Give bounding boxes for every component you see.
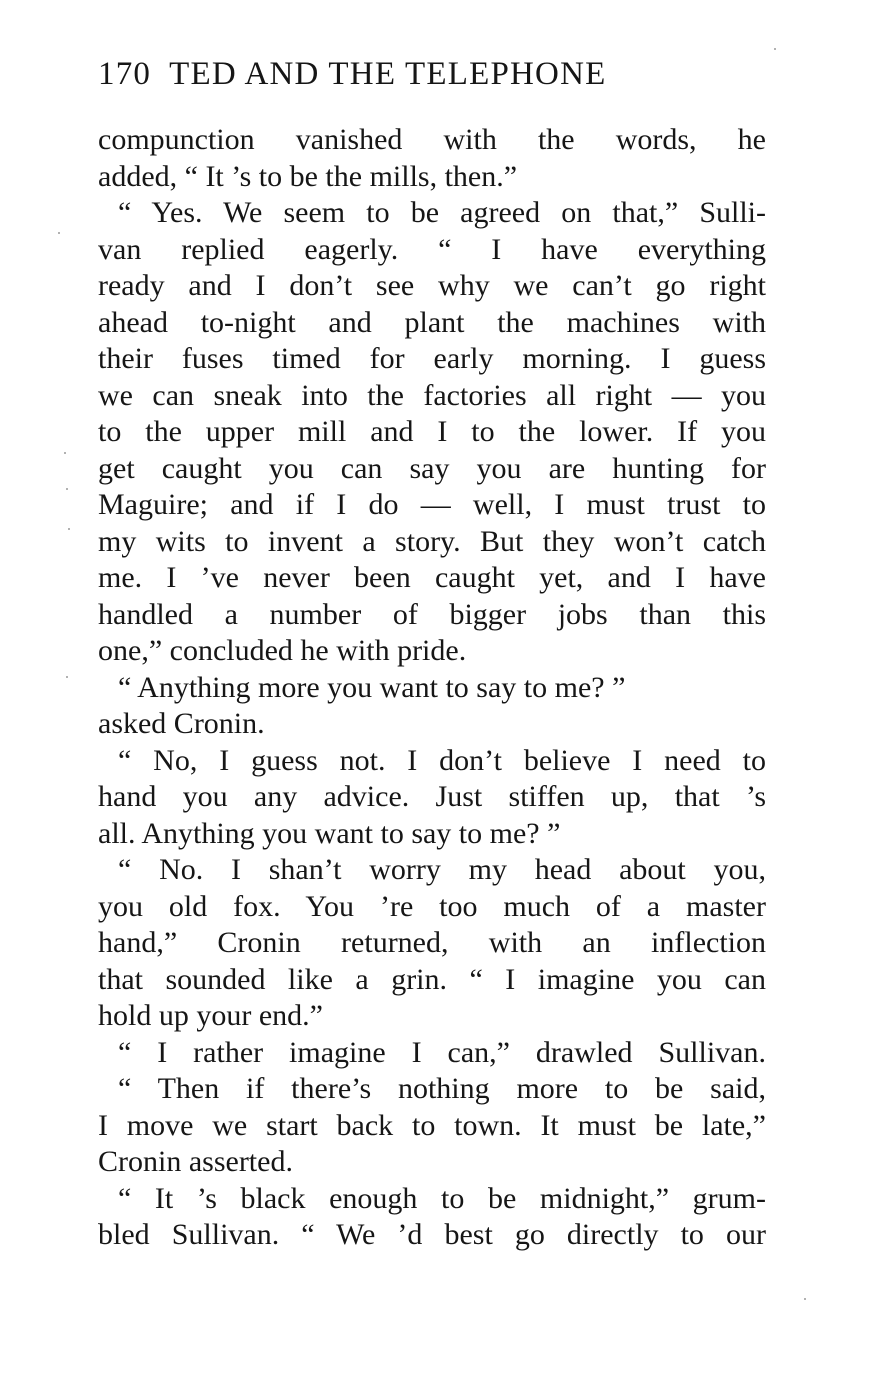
text-line: my wits to invent a story. But they won’t catch [98, 524, 766, 558]
text-line: “ Anything more you want to say to me? ” [118, 670, 626, 704]
text-line: hold up your end.” [98, 999, 323, 1032]
text-line: to the upper mill and I to the lower. If you [98, 415, 766, 448]
scan-speck [58, 232, 60, 234]
running-header [98, 56, 778, 102]
text-line: “ Then if there’s nothing more to be said, [118, 1072, 766, 1105]
page-number: 170 [98, 56, 152, 92]
scan-speck [804, 1298, 806, 1300]
text-line: van replied eagerly. “ I have everything [98, 232, 766, 266]
text-line: one,” concluded he with pride. [98, 634, 467, 667]
text-line: hand you any advice. Just stiffen up, that ’s [98, 780, 766, 813]
scan-speck [64, 452, 66, 454]
text-line: me. I ’ve never been caught yet, and I have [98, 561, 766, 594]
text-line: compunction vanished with the words, he [98, 123, 766, 156]
text-line: that sounded like a grin. “ I imagine you can [98, 962, 766, 996]
text-line: asked Cronin. [98, 707, 265, 740]
text-line: ready and I don’t see why we can’t go right [98, 269, 766, 302]
text-line: their fuses timed for early morning. I guess [98, 342, 766, 375]
text-line: all. Anything you want to say to me? ” [98, 816, 561, 850]
text-line: “ Yes. We seem to be agreed on that,” Sulli- [118, 196, 766, 229]
text-line: added, “ It ’s to be the mills, then.” [98, 159, 518, 193]
text-line: ahead to-night and plant the machines with [98, 305, 766, 339]
text-line: we can sneak into the factories all right — you [98, 378, 766, 412]
running-title: TED AND THE TELEPHONE [169, 56, 607, 92]
text-line: Maguire; and if I do — well, I must trust to [98, 488, 766, 521]
scan-speck [66, 488, 68, 490]
text-line: bled Sullivan. “ We ’d best go directly to our [98, 1218, 766, 1251]
text-line: hand,” Cronin returned, with an inflection [98, 926, 766, 959]
text-line: “ I rather imagine I can,” drawled Sullivan. [118, 1035, 766, 1069]
text-line: you old fox. You ’re too much of a master [98, 889, 766, 923]
scan-speck [68, 528, 70, 530]
text-line: “ No, I guess not. I don’t believe I need to [118, 743, 766, 777]
text-line: get caught you can say you are hunting for [98, 451, 766, 485]
text-line: “ No. I shan’t worry my head about you, [118, 853, 766, 886]
text-line: I move we start back to town. It must be late,” [98, 1108, 766, 1142]
text-line: Cronin asserted. [98, 1145, 293, 1178]
text-line: “ It ’s black enough to be midnight,” grum- [118, 1181, 766, 1215]
text-line: handled a number of bigger jobs than this [98, 597, 766, 631]
scan-speck [774, 48, 776, 50]
scan-speck [66, 676, 68, 678]
body-text [98, 122, 766, 1254]
